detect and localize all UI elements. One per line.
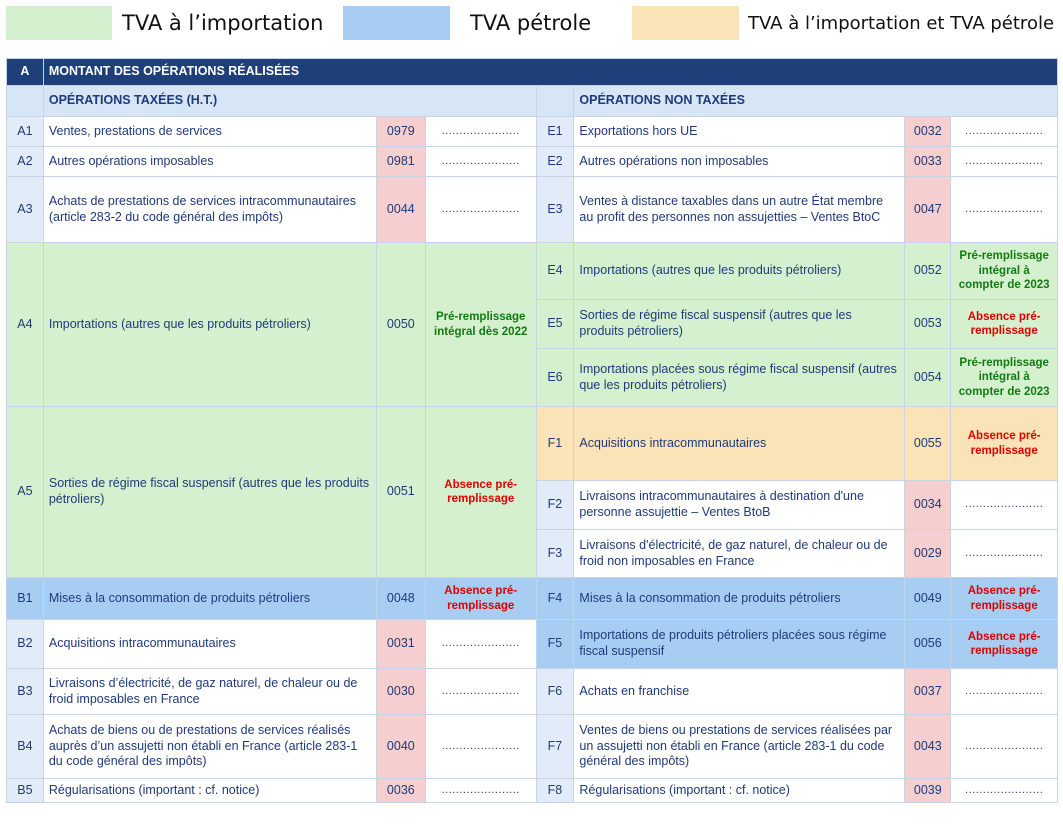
row-text: Autres opérations non imposables	[574, 147, 905, 177]
legend-swatch-both	[632, 6, 739, 40]
prefill-note: Absence pré-remplissage	[425, 407, 536, 578]
amount-field[interactable]: ......................	[425, 147, 536, 177]
table-row	[7, 243, 1058, 300]
row-code: 0051	[376, 407, 425, 578]
row-code: 0043	[905, 715, 951, 779]
row-text: Ventes, prestations de services	[43, 117, 376, 147]
right-header: OPÉRATIONS NON TAXÉES	[574, 86, 1058, 117]
row-label: A4	[7, 243, 44, 407]
amount-field[interactable]: ......................	[951, 481, 1058, 530]
row-text: Importations de produits pétroliers placées sous régime fiscal suspensif	[574, 620, 905, 669]
amount-field[interactable]: ......................	[425, 779, 536, 803]
row-code: 0034	[905, 481, 951, 530]
table-row	[7, 669, 1058, 715]
legend-label-petrole: TVA pétrole	[470, 11, 592, 35]
row-label: A5	[7, 407, 44, 578]
prefill-note: Absence pré-remplissage	[951, 407, 1058, 481]
column-headers	[7, 86, 1058, 117]
table-row	[7, 620, 1058, 669]
row-label: B5	[7, 779, 44, 803]
left-header: OPÉRATIONS TAXÉES (H.T.)	[43, 86, 536, 117]
row-label: E5	[536, 300, 574, 349]
row-code: 0031	[376, 620, 425, 669]
legend-label-both: TVA à l’importation et TVA pétrole	[748, 13, 1055, 34]
amount-field[interactable]: ......................	[425, 669, 536, 715]
row-code: 0029	[905, 530, 951, 578]
amount-field[interactable]: ......................	[425, 620, 536, 669]
row-text: Régularisations (important : cf. notice)	[574, 779, 905, 803]
row-code: 0053	[905, 300, 951, 349]
row-label: F4	[536, 578, 574, 620]
table-row	[7, 715, 1058, 779]
operations-table	[6, 58, 1058, 803]
row-text: Ventes à distance taxables dans un autre État membre au profit des personnes non assujetties – Ventes BtoC	[574, 177, 905, 243]
row-code: 0979	[376, 117, 425, 147]
row-label: E3	[536, 177, 574, 243]
row-code: 0036	[376, 779, 425, 803]
prefill-note: Absence pré-remplissage	[951, 620, 1058, 669]
row-label: E4	[536, 243, 574, 300]
prefill-note: Pré-remplissage intégral dès 2022	[425, 243, 536, 407]
amount-field[interactable]: ......................	[951, 530, 1058, 578]
row-code: 0050	[376, 243, 425, 407]
row-label: F8	[536, 779, 574, 803]
row-label: A3	[7, 177, 44, 243]
legend-label-import: TVA à l’importation	[122, 11, 324, 35]
amount-field[interactable]: ......................	[951, 669, 1058, 715]
row-text: Exportations hors UE	[574, 117, 905, 147]
row-label: F5	[536, 620, 574, 669]
row-code: 0981	[376, 147, 425, 177]
prefill-note: Absence pré-remplissage	[425, 578, 536, 620]
row-code: 0032	[905, 117, 951, 147]
row-code: 0049	[905, 578, 951, 620]
prefill-note: Absence pré-remplissage	[951, 578, 1058, 620]
table-row	[7, 578, 1058, 620]
amount-field[interactable]: ......................	[951, 715, 1058, 779]
row-code: 0039	[905, 779, 951, 803]
row-text: Importations (autres que les produits pétroliers)	[574, 243, 905, 300]
row-code: 0048	[376, 578, 425, 620]
row-text: Autres opérations imposables	[43, 147, 376, 177]
row-label: F3	[536, 530, 574, 578]
row-label: F6	[536, 669, 574, 715]
amount-field[interactable]: ......................	[425, 177, 536, 243]
row-text: Importations placées sous régime fiscal suspensif (autres que les produits pétroliers)	[574, 349, 905, 407]
row-label: B1	[7, 578, 44, 620]
row-text: Acquisitions intracommunautaires	[43, 620, 376, 669]
row-code: 0040	[376, 715, 425, 779]
amount-field[interactable]: ......................	[951, 779, 1058, 803]
row-text: Acquisitions intracommunautaires	[574, 407, 905, 481]
row-label: E6	[536, 349, 574, 407]
row-code: 0033	[905, 147, 951, 177]
row-label: E2	[536, 147, 574, 177]
amount-field[interactable]: ......................	[425, 715, 536, 779]
row-label: A1	[7, 117, 44, 147]
section-header	[7, 59, 1058, 86]
row-text: Sorties de régime fiscal suspensif (autres que les produits pétroliers)	[574, 300, 905, 349]
row-text: Achats de prestations de services intracommunautaires (article 283-2 du code général des impôts)	[43, 177, 376, 243]
row-text: Achats en franchise	[574, 669, 905, 715]
table-row	[7, 779, 1058, 803]
prefill-note: Pré-remplissage intégral à compter de 2023	[951, 349, 1058, 407]
table-row	[7, 117, 1058, 147]
row-label: B3	[7, 669, 44, 715]
table-row	[7, 177, 1058, 243]
legend-swatch-import	[6, 6, 112, 40]
row-label: B4	[7, 715, 44, 779]
row-text: Achats de biens ou de prestations de services réalisés auprès d’un assujetti non établi en France (article 283-1 du code général des impôts)	[43, 715, 376, 779]
row-label: F7	[536, 715, 574, 779]
amount-field[interactable]: ......................	[951, 177, 1058, 243]
row-label: F2	[536, 481, 574, 530]
row-text: Mises à la consommation de produits pétroliers	[43, 578, 376, 620]
legend	[0, 0, 1063, 50]
section-letter: A	[7, 59, 44, 86]
section-title: MONTANT DES OPÉRATIONS RÉALISÉES	[43, 59, 1057, 86]
row-text: Livraisons d'électricité, de gaz naturel, de chaleur ou de froid non imposables en France	[574, 530, 905, 578]
row-code: 0056	[905, 620, 951, 669]
amount-field[interactable]: ......................	[951, 117, 1058, 147]
prefill-note: Pré-remplissage intégral à compter de 2023	[951, 243, 1058, 300]
row-code: 0030	[376, 669, 425, 715]
row-text: Sorties de régime fiscal suspensif (autres que les produits pétroliers)	[43, 407, 376, 578]
row-label: A2	[7, 147, 44, 177]
row-code: 0055	[905, 407, 951, 481]
amount-field[interactable]: ......................	[951, 147, 1058, 177]
row-code: 0047	[905, 177, 951, 243]
row-text: Livraisons intracommunautaires à destination d'une personne assujettie – Ventes BtoB	[574, 481, 905, 530]
row-text: Importations (autres que les produits pétroliers)	[43, 243, 376, 407]
row-label: F1	[536, 407, 574, 481]
row-code: 0054	[905, 349, 951, 407]
row-text: Mises à la consommation de produits pétroliers	[574, 578, 905, 620]
row-text: Ventes de biens ou prestations de services réalisées par un assujetti non établi en France (article 283-1 du code général des impôts)	[574, 715, 905, 779]
row-text: Livraisons d’électricité, de gaz naturel, de chaleur ou de froid imposables en France	[43, 669, 376, 715]
row-code: 0044	[376, 177, 425, 243]
table-row	[7, 407, 1058, 481]
row-text: Régularisations (important : cf. notice)	[43, 779, 376, 803]
amount-field[interactable]: ......................	[425, 117, 536, 147]
table-row	[7, 147, 1058, 177]
row-code: 0052	[905, 243, 951, 300]
row-label: B2	[7, 620, 44, 669]
prefill-note: Absence pré-remplissage	[951, 300, 1058, 349]
row-code: 0037	[905, 669, 951, 715]
legend-swatch-petrole	[343, 6, 450, 40]
row-label: E1	[536, 117, 574, 147]
